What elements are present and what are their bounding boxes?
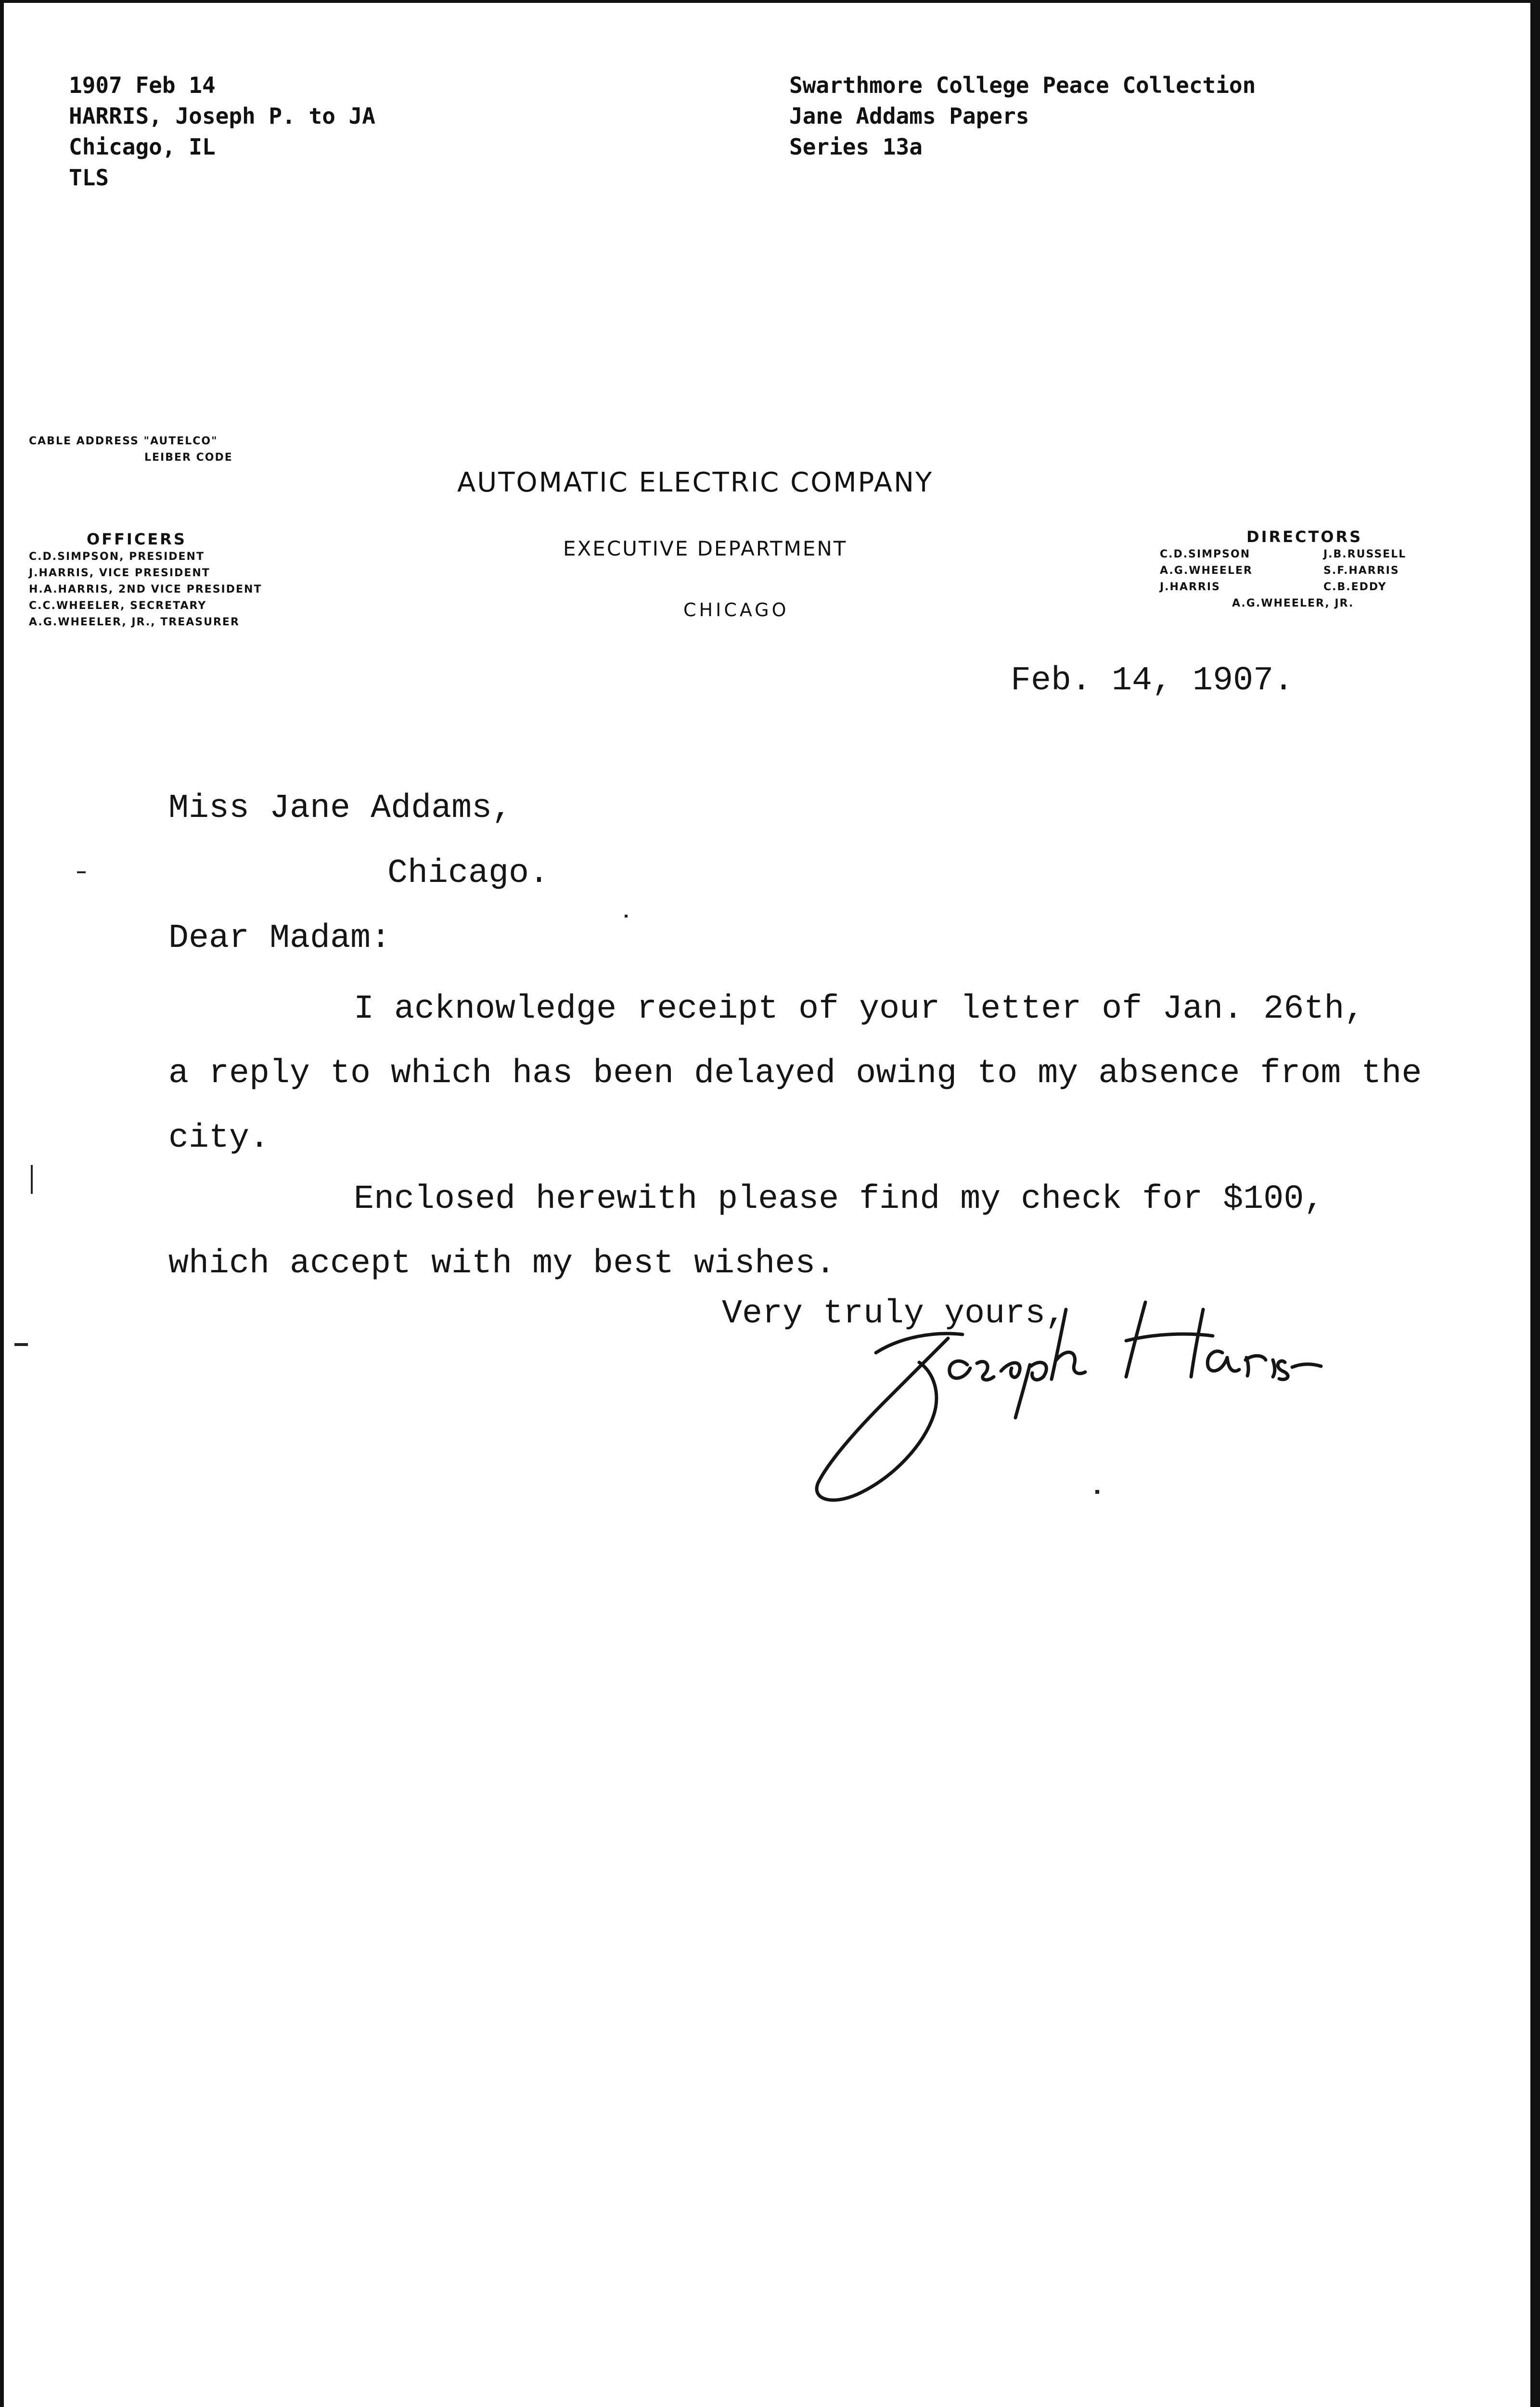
recipient-name: Miss Jane Addams, [168,789,513,828]
collection-series: Series 13a [789,134,923,160]
cable-address-line: CABLE ADDRESS "AUTELCO" [29,435,218,447]
collection-papers: Jane Addams Papers [789,103,1029,129]
body-line: I acknowledge receipt of your letter of Jan. 26th, [354,990,1365,1028]
recipient-city: Chicago. [387,854,550,893]
salutation: Dear Madam: [168,919,391,958]
letterhead-city: CHICAGO [683,599,789,621]
scan-border-left [0,0,4,2407]
directors-heading: DIRECTORS [1246,528,1363,546]
archive-type: TLS [69,165,109,191]
cable-code-line: LEIBER CODE [144,452,233,464]
directors-grid [1160,546,1468,595]
archive-date: 1907 Feb 14 [69,72,216,98]
scan-speck [31,1165,33,1194]
officer-line: A.G.WHEELER, JR., TREASURER [29,616,240,628]
officers-list [29,530,262,631]
archive-correspondents: HARRIS, Joseph P. to JA [69,103,375,129]
director-name: J.B.RUSSELL [1323,548,1407,560]
body-paragraph-1 [168,977,1422,1171]
closing: Very truly yours, [722,1295,1066,1333]
letter-date: Feb. 14, 1907. [1011,662,1294,700]
officer-line: H.A.HARRIS, 2ND VICE PRESIDENT [29,583,262,595]
body-line: Enclosed herewith please find my check for $100, [354,1180,1324,1218]
handwritten-signature [789,1281,1328,1502]
scan-border-top [0,0,1540,3]
archive-collection [789,70,1256,162]
scan-speck [625,915,628,918]
directors-list [1160,527,1468,612]
cable-address [29,433,233,466]
officers-heading: OFFICERS [87,530,187,548]
archive-place: Chicago, IL [69,134,216,160]
scan-speck [14,1343,28,1346]
scan-speck [77,871,86,873]
director-name: C.D.SIMPSON [1160,548,1251,560]
company-name: AUTOMATIC ELECTRIC COMPANY [457,467,934,498]
scan-border-right [1530,0,1540,2407]
body-line: a reply to which has been delayed owing to my absence from the [168,1055,1422,1093]
director-name: A.G.WHEELER [1160,565,1253,577]
officer-line: C.C.WHEELER, SECRETARY [29,600,207,612]
director-name: A.G.WHEELER, JR. [1232,597,1354,609]
director-name: C.B.EDDY [1323,581,1387,593]
director-name: S.F.HARRIS [1323,565,1399,577]
collection-name: Swarthmore College Peace Collection [789,72,1256,98]
officer-line: C.D.SIMPSON, PRESIDENT [29,551,205,563]
department-name: EXECUTIVE DEPARTMENT [563,537,847,560]
scan-speck [1095,1490,1099,1494]
body-line: which accept with my best wishes. [168,1245,836,1283]
director-name: J.HARRIS [1160,581,1220,593]
archive-citation [69,70,375,193]
officer-line: J.HARRIS, VICE PRESIDENT [29,567,210,579]
body-paragraph-2 [168,1167,1324,1296]
body-line: city. [168,1119,270,1157]
